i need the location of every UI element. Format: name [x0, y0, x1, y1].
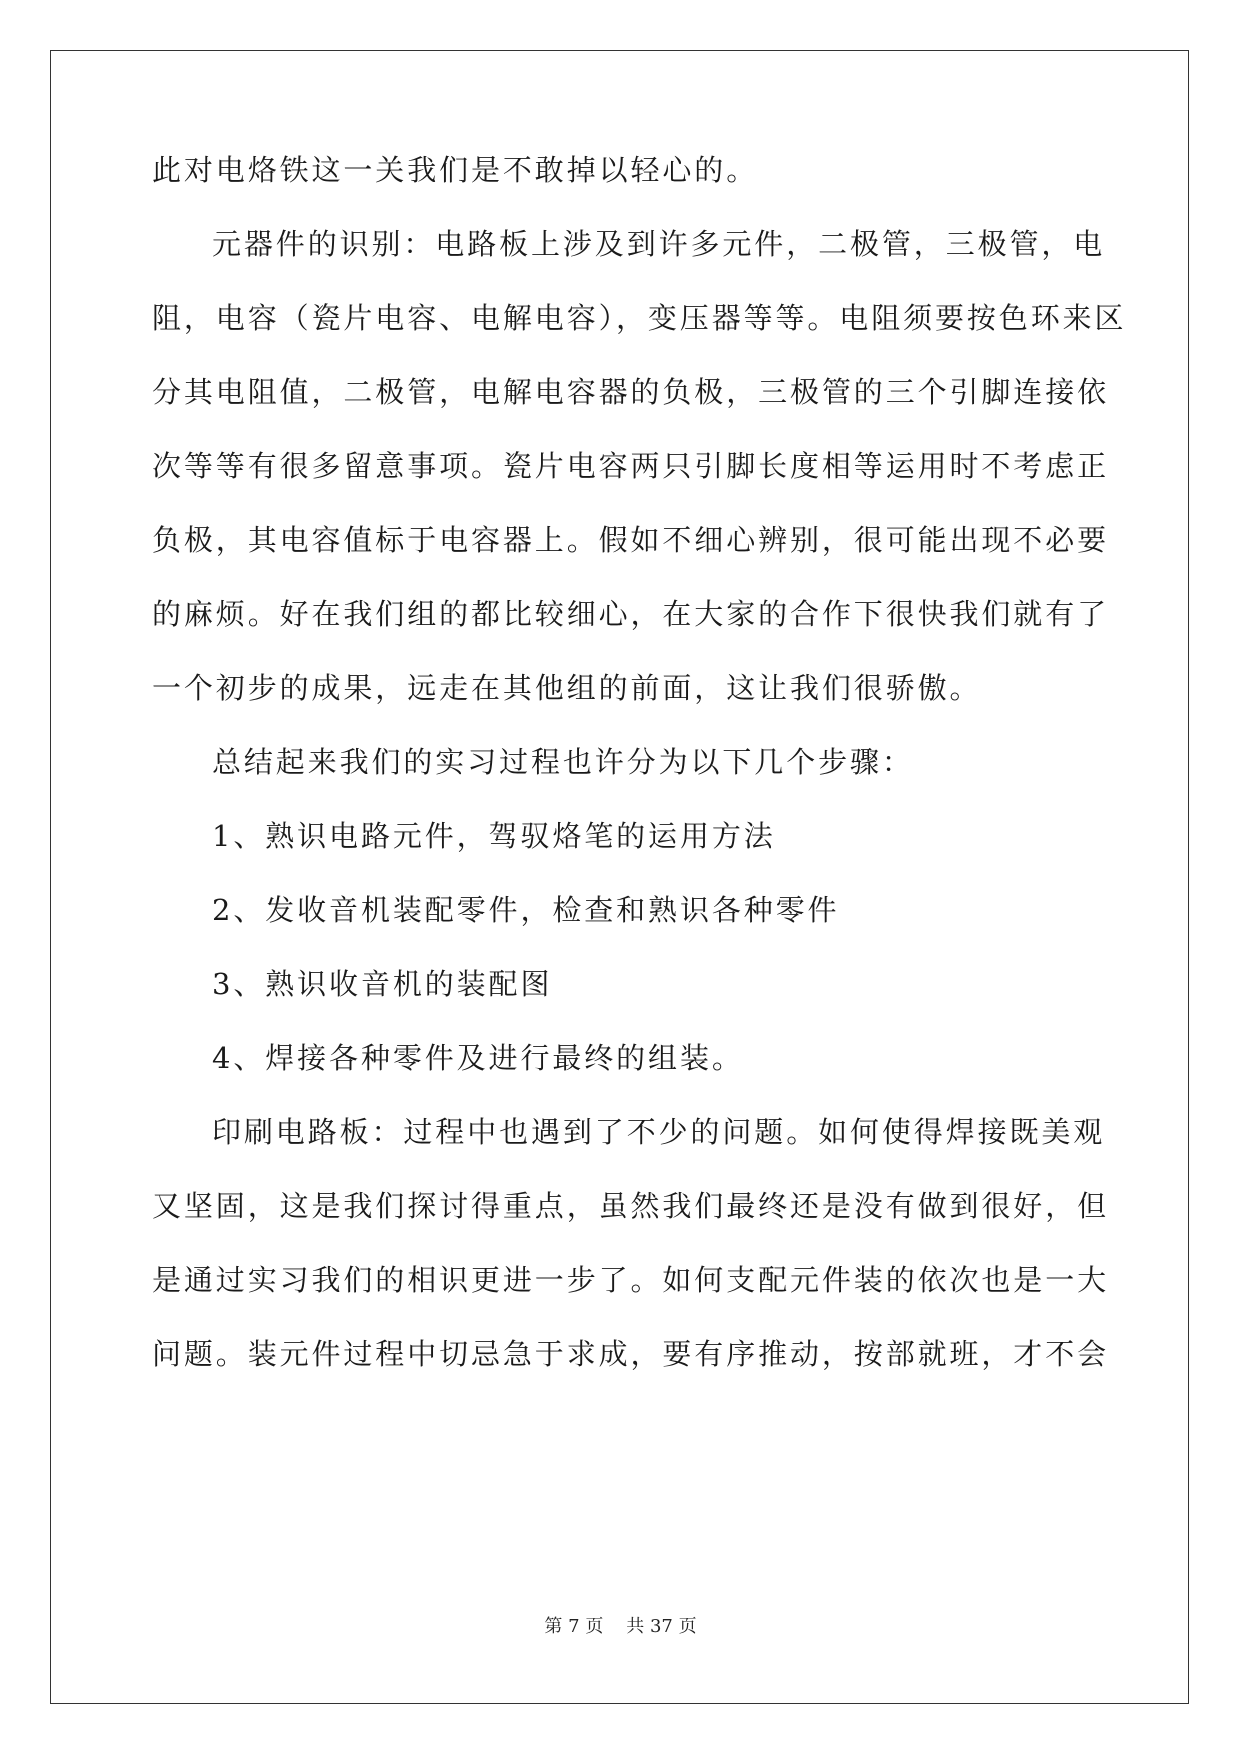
text-line: 问题。装元件过程中切忌急于求成，要有序推动，按部就班，才不会 — [152, 1337, 1110, 1371]
text-line: 是通过实习我们的相识更进一步了。如何支配元件装的依次也是一大 — [152, 1263, 1110, 1297]
text-line: 次等等有很多留意事项。瓷片电容两只引脚长度相等运用时不考虑正 — [152, 449, 1110, 483]
page-footer — [0, 1616, 1241, 1638]
text-line: 又坚固，这是我们探讨得重点，虽然我们最终还是没有做到很好，但 — [152, 1189, 1110, 1223]
text-line: 总结起来我们的实习过程也许分为以下几个步骤： — [212, 745, 914, 779]
list-item: 4、焊接各种零件及进行最终的组装。 — [212, 1041, 744, 1075]
text-line: 一个初步的成果，远走在其他组的前面，这让我们很骄傲。 — [152, 671, 982, 705]
list-item: 2、发收音机装配零件，检查和熟识各种零件 — [212, 893, 840, 927]
text-line: 印刷电路板：过程中也遇到了不少的问题。如何使得焊接既美观 — [212, 1115, 1106, 1149]
page-border — [50, 50, 1189, 1704]
text-line: 负极，其电容值标于电容器上。假如不细心辨别，很可能出现不必要 — [152, 523, 1110, 557]
text-line: 此对电烙铁这一关我们是不敢掉以轻心的。 — [152, 153, 759, 187]
text-line: 的麻烦。好在我们组的都比较细心，在大家的合作下很快我们就有了 — [152, 597, 1110, 631]
list-item: 1、熟识电路元件，驾驭烙笔的运用方法 — [212, 819, 776, 853]
total-pages: 共 37 页 — [626, 1616, 697, 1637]
text-line: 元器件的识别：电路板上涉及到许多元件，二极管，三极管，电 — [212, 227, 1106, 261]
text-line: 阻，电容（瓷片电容、电解电容），变压器等等。电阻须要按色环来区 — [152, 301, 1127, 335]
page-number: 第 7 页 — [544, 1616, 604, 1637]
text-line: 分其电阻值，二极管，电解电容器的负极，三极管的三个引脚连接依 — [152, 375, 1110, 409]
list-item: 3、熟识收音机的装配图 — [212, 967, 553, 1001]
